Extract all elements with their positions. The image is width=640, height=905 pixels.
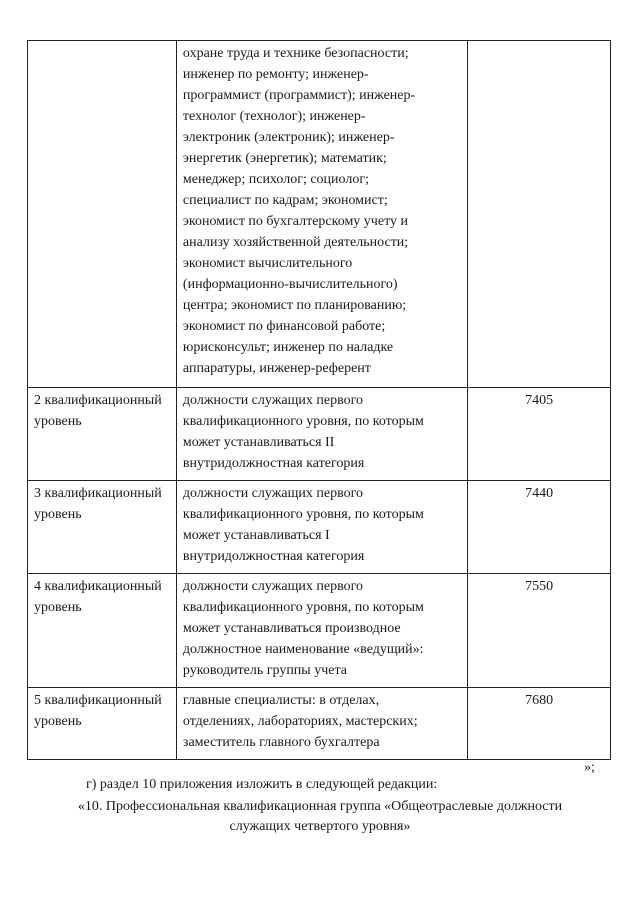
- positions-text: должности служащих первого квалификационного уровня, по которым может устанавливаться производное должностное наименование «ведущий»: руководитель группы учета: [182, 579, 424, 678]
- level-cell: [28, 41, 177, 388]
- salary-text: 7680: [525, 693, 554, 708]
- level-cell: [28, 574, 177, 688]
- table-row: [28, 688, 611, 760]
- level-cell: [28, 688, 177, 760]
- positions-text: должности служащих первого квалификационного уровня, по которым может устанавливаться II внутридолжностная категория: [182, 393, 424, 471]
- salary-cell: [468, 41, 611, 388]
- level-text: 5 квалификационный уровень: [34, 693, 162, 729]
- salary-text: 7550: [525, 579, 554, 594]
- positions-text: должности служащих первого квалификационного уровня, по которым может устанавливаться I внутридолжностная категория: [182, 486, 424, 564]
- amendment-paragraph: г) раздел 10 приложения изложить в следующей редакции:: [86, 777, 438, 792]
- table-row: [28, 574, 611, 688]
- positions-cell: [176, 41, 467, 388]
- positions-text: главные специалисты: в отделах, отделениях, лабораториях, мастерских; заместитель главного бухгалтера: [182, 693, 418, 750]
- level-cell: [28, 388, 177, 481]
- level-cell: [28, 481, 177, 574]
- positions-cell: [176, 574, 467, 688]
- table-row: [28, 41, 611, 388]
- closing-quote: »;: [584, 760, 595, 775]
- salary-cell: [468, 688, 611, 760]
- table-row: [28, 481, 611, 574]
- positions-cell: [176, 688, 467, 760]
- positions-cell: [176, 388, 467, 481]
- level-text: 2 квалификационный уровень: [34, 393, 162, 429]
- salary-text: 7405: [525, 393, 554, 408]
- level-text: 3 квалификационный уровень: [34, 486, 162, 522]
- level-text: 4 квалификационный уровень: [34, 579, 162, 615]
- positions-cell: [176, 481, 467, 574]
- section-heading: «10. Профессиональная квалификационная группа «Общеотраслевые должности служащих четвертого уровня»: [77, 799, 563, 834]
- salary-text: 7440: [525, 486, 554, 501]
- positions-text: охране труда и технике безопасности; инженер по ремонту; инженер- программист (программист); инженер- технолог (технолог); инженер- электроник (электроник); инженер- энергетик (энергетик); математик; менеджер; психолог; социолог; специалист по кадрам; экономист; экономист по бухгалтерскому учету и анализу хозяйственной деятельности; экономист вычислительного (информационно-вычислительного) центра; экономист по планированию; экономист по финансовой работе; юрисконсульт; инженер по наладке аппаратуры, инженер-референт: [182, 46, 416, 376]
- salary-cell: [468, 481, 611, 574]
- qualification-table: [27, 40, 611, 760]
- salary-cell: [468, 574, 611, 688]
- table-row: [28, 388, 611, 481]
- salary-cell: [468, 388, 611, 481]
